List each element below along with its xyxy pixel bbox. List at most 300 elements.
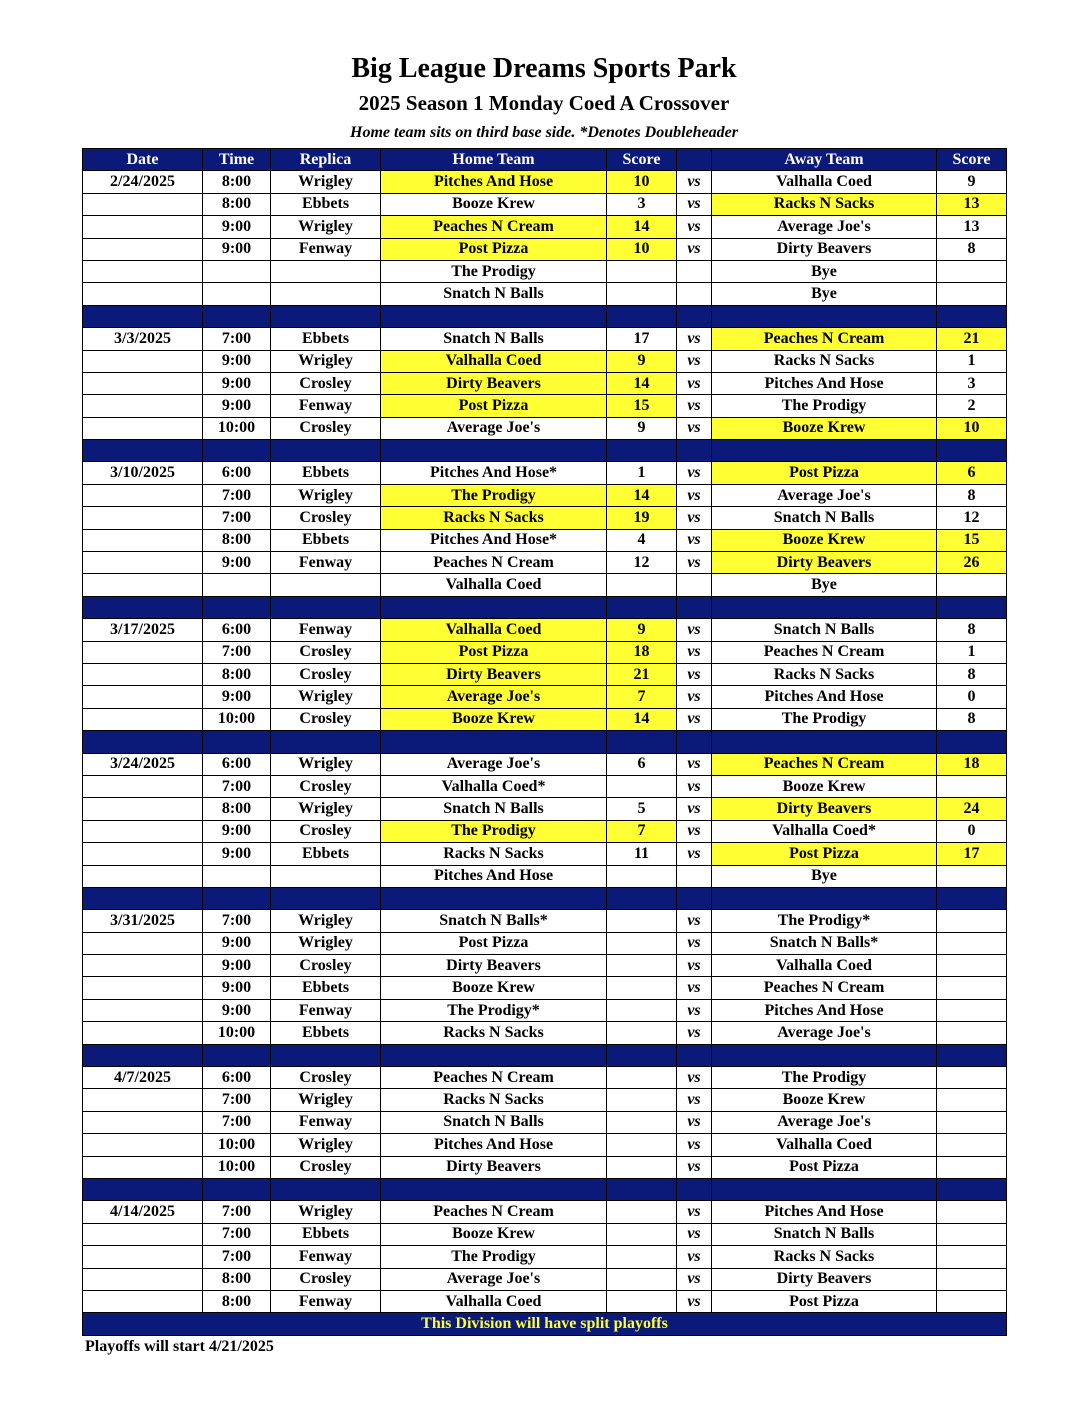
game-row <box>83 999 1007 1021</box>
home-score-cell <box>607 574 677 596</box>
date-cell <box>83 1134 203 1156</box>
replica-cell <box>271 574 381 596</box>
game-row <box>83 1067 1007 1089</box>
away-score-cell <box>937 775 1007 797</box>
footer-row <box>83 1313 1007 1335</box>
home-score-cell: 5 <box>607 798 677 820</box>
replica-cell: Crosley <box>271 507 381 529</box>
away-team-cell: Valhalla Coed* <box>712 820 937 842</box>
time-cell: 9:00 <box>203 372 271 394</box>
home-team-cell: Pitches And Hose* <box>381 529 607 551</box>
home-team-cell: Pitches And Hose <box>381 1134 607 1156</box>
date-cell: 3/10/2025 <box>83 462 203 484</box>
separator-cell <box>203 440 271 462</box>
home-team-cell: Average Joe's <box>381 686 607 708</box>
away-score-cell <box>937 1067 1007 1089</box>
vs-cell: vs <box>677 619 712 641</box>
away-score-cell: 1 <box>937 641 1007 663</box>
away-score-cell <box>937 1156 1007 1178</box>
separator-cell <box>203 596 271 618</box>
away-score-cell: 26 <box>937 552 1007 574</box>
separator-cell <box>271 305 381 327</box>
home-team-cell: Dirty Beavers <box>381 663 607 685</box>
home-score-cell <box>607 775 677 797</box>
date-cell <box>83 484 203 506</box>
time-cell: 7:00 <box>203 1223 271 1245</box>
home-team-cell: Post Pizza <box>381 641 607 663</box>
time-cell: 9:00 <box>203 820 271 842</box>
away-team-cell: Post Pizza <box>712 1290 937 1312</box>
away-team-cell: Dirty Beavers <box>712 238 937 260</box>
away-score-cell: 0 <box>937 820 1007 842</box>
replica-cell: Crosley <box>271 641 381 663</box>
separator-cell <box>83 1044 203 1066</box>
game-row <box>83 798 1007 820</box>
home-score-cell <box>607 932 677 954</box>
replica-cell: Crosley <box>271 663 381 685</box>
separator-cell <box>271 596 381 618</box>
time-cell: 8:00 <box>203 529 271 551</box>
game-row <box>83 216 1007 238</box>
game-row <box>83 775 1007 797</box>
replica-cell: Wrigley <box>271 932 381 954</box>
away-team-cell: Post Pizza <box>712 462 937 484</box>
home-score-cell <box>607 977 677 999</box>
separator-cell <box>712 887 937 909</box>
separator-cell <box>712 1044 937 1066</box>
separator-cell <box>83 731 203 753</box>
away-team-cell: Pitches And Hose <box>712 1201 937 1223</box>
away-score-cell: 8 <box>937 708 1007 730</box>
time-cell: 10:00 <box>203 1134 271 1156</box>
separator-cell <box>381 305 607 327</box>
away-team-cell: Post Pizza <box>712 1156 937 1178</box>
separator-cell <box>677 1044 712 1066</box>
away-score-cell <box>937 1134 1007 1156</box>
date-cell <box>83 932 203 954</box>
away-score-cell <box>937 283 1007 305</box>
away-team-cell: Valhalla Coed <box>712 955 937 977</box>
game-row <box>83 1134 1007 1156</box>
separator-cell <box>271 1044 381 1066</box>
vs-cell: vs <box>677 417 712 439</box>
home-score-cell: 9 <box>607 350 677 372</box>
table-header-row <box>83 149 1007 171</box>
vs-cell: vs <box>677 1290 712 1312</box>
replica-cell: Fenway <box>271 238 381 260</box>
date-cell <box>83 507 203 529</box>
separator-cell <box>937 305 1007 327</box>
home-team-cell: Valhalla Coed <box>381 350 607 372</box>
date-cell <box>83 641 203 663</box>
time-cell: 6:00 <box>203 753 271 775</box>
vs-cell <box>677 260 712 282</box>
date-cell <box>83 820 203 842</box>
home-score-cell <box>607 1268 677 1290</box>
game-row <box>83 395 1007 417</box>
vs-cell <box>677 283 712 305</box>
vs-cell: vs <box>677 507 712 529</box>
home-team-cell: Booze Krew <box>381 977 607 999</box>
home-score-cell: 21 <box>607 663 677 685</box>
game-row <box>83 193 1007 215</box>
away-score-cell: 21 <box>937 328 1007 350</box>
away-team-cell: Average Joe's <box>712 1022 937 1044</box>
date-cell: 3/31/2025 <box>83 910 203 932</box>
away-team-cell: Booze Krew <box>712 775 937 797</box>
away-score-cell <box>937 1201 1007 1223</box>
replica-cell: Fenway <box>271 1290 381 1312</box>
game-row <box>83 417 1007 439</box>
game-row <box>83 619 1007 641</box>
vs-cell: vs <box>677 216 712 238</box>
date-cell <box>83 1246 203 1268</box>
home-team-cell: Pitches And Hose <box>381 865 607 887</box>
separator-cell <box>271 887 381 909</box>
away-team-cell: Pitches And Hose <box>712 372 937 394</box>
separator-cell <box>937 1044 1007 1066</box>
col-header-time: Time <box>203 149 271 171</box>
date-cell: 3/24/2025 <box>83 753 203 775</box>
replica-cell: Crosley <box>271 417 381 439</box>
col-header-home-score: Score <box>607 149 677 171</box>
game-row <box>83 686 1007 708</box>
time-cell: 9:00 <box>203 552 271 574</box>
date-cell: 2/24/2025 <box>83 171 203 193</box>
week-separator-row <box>83 731 1007 753</box>
home-team-cell: Dirty Beavers <box>381 1156 607 1178</box>
time-cell <box>203 260 271 282</box>
separator-cell <box>712 596 937 618</box>
away-score-cell <box>937 1111 1007 1133</box>
date-cell <box>83 529 203 551</box>
game-row <box>83 1111 1007 1133</box>
away-score-cell: 13 <box>937 193 1007 215</box>
away-team-cell: Valhalla Coed <box>712 1134 937 1156</box>
away-score-cell <box>937 977 1007 999</box>
vs-cell: vs <box>677 193 712 215</box>
vs-cell: vs <box>677 1223 712 1245</box>
replica-cell: Ebbets <box>271 843 381 865</box>
away-team-cell: Average Joe's <box>712 484 937 506</box>
time-cell: 7:00 <box>203 484 271 506</box>
away-score-cell: 24 <box>937 798 1007 820</box>
away-team-cell: Snatch N Balls <box>712 619 937 641</box>
time-cell: 9:00 <box>203 977 271 999</box>
game-row <box>83 663 1007 685</box>
time-cell: 8:00 <box>203 798 271 820</box>
home-score-cell: 12 <box>607 552 677 574</box>
home-team-cell: Snatch N Balls* <box>381 910 607 932</box>
away-team-cell: The Prodigy* <box>712 910 937 932</box>
date-cell: 4/14/2025 <box>83 1201 203 1223</box>
game-row <box>83 552 1007 574</box>
separator-cell <box>83 887 203 909</box>
replica-cell: Wrigley <box>271 753 381 775</box>
page-subtitle: 2025 Season 1 Monday Coed A Crossover <box>358 91 730 115</box>
away-team-cell: Bye <box>712 260 937 282</box>
away-team-cell: The Prodigy <box>712 708 937 730</box>
replica-cell: Wrigley <box>271 910 381 932</box>
away-team-cell: Peaches N Cream <box>712 977 937 999</box>
time-cell: 9:00 <box>203 932 271 954</box>
vs-cell: vs <box>677 1022 712 1044</box>
separator-cell <box>712 731 937 753</box>
away-team-cell: Average Joe's <box>712 216 937 238</box>
date-cell <box>83 977 203 999</box>
separator-cell <box>712 440 937 462</box>
game-row <box>83 529 1007 551</box>
away-score-cell <box>937 1246 1007 1268</box>
away-score-cell <box>937 1290 1007 1312</box>
separator-cell <box>712 305 937 327</box>
replica-cell: Crosley <box>271 708 381 730</box>
date-cell <box>83 1268 203 1290</box>
date-cell: 3/17/2025 <box>83 619 203 641</box>
vs-cell: vs <box>677 641 712 663</box>
schedule-table <box>82 148 1007 1336</box>
date-cell <box>83 417 203 439</box>
game-row <box>83 574 1007 596</box>
home-score-cell: 6 <box>607 753 677 775</box>
time-cell: 7:00 <box>203 1111 271 1133</box>
home-score-cell <box>607 1201 677 1223</box>
home-score-cell: 14 <box>607 372 677 394</box>
replica-cell: Wrigley <box>271 798 381 820</box>
separator-cell <box>677 887 712 909</box>
away-team-cell: Booze Krew <box>712 417 937 439</box>
home-team-cell: Average Joe's <box>381 417 607 439</box>
separator-cell <box>381 887 607 909</box>
vs-cell: vs <box>677 372 712 394</box>
replica-cell: Fenway <box>271 552 381 574</box>
home-team-cell: Valhalla Coed <box>381 619 607 641</box>
away-score-cell: 9 <box>937 171 1007 193</box>
date-cell <box>83 955 203 977</box>
time-cell: 10:00 <box>203 417 271 439</box>
time-cell: 9:00 <box>203 686 271 708</box>
time-cell: 8:00 <box>203 171 271 193</box>
away-team-cell: Dirty Beavers <box>712 1268 937 1290</box>
away-score-cell <box>937 574 1007 596</box>
away-score-cell: 8 <box>937 484 1007 506</box>
away-score-cell: 17 <box>937 843 1007 865</box>
away-team-cell: Racks N Sacks <box>712 350 937 372</box>
replica-cell: Crosley <box>271 1067 381 1089</box>
date-cell <box>83 260 203 282</box>
away-score-cell: 12 <box>937 507 1007 529</box>
vs-cell: vs <box>677 1111 712 1133</box>
home-team-cell: Peaches N Cream <box>381 1067 607 1089</box>
playoffs-start-note: Playoffs will start 4/21/2025 <box>85 1338 274 1355</box>
replica-cell: Ebbets <box>271 1223 381 1245</box>
replica-cell <box>271 260 381 282</box>
separator-cell <box>937 596 1007 618</box>
separator-cell <box>381 440 607 462</box>
date-cell <box>83 798 203 820</box>
separator-cell <box>271 731 381 753</box>
time-cell: 10:00 <box>203 1156 271 1178</box>
separator-cell <box>203 731 271 753</box>
home-score-cell: 7 <box>607 820 677 842</box>
separator-cell <box>607 1178 677 1200</box>
time-cell: 10:00 <box>203 1022 271 1044</box>
game-row <box>83 955 1007 977</box>
home-score-cell: 9 <box>607 619 677 641</box>
home-team-cell: Post Pizza <box>381 932 607 954</box>
separator-cell <box>83 440 203 462</box>
time-cell: 7:00 <box>203 507 271 529</box>
replica-cell: Crosley <box>271 1268 381 1290</box>
replica-cell: Ebbets <box>271 1022 381 1044</box>
home-team-cell: Snatch N Balls <box>381 1111 607 1133</box>
vs-cell: vs <box>677 999 712 1021</box>
separator-cell <box>607 731 677 753</box>
separator-cell <box>203 305 271 327</box>
date-cell <box>83 1089 203 1111</box>
away-team-cell: Racks N Sacks <box>712 193 937 215</box>
time-cell <box>203 574 271 596</box>
home-score-cell <box>607 1111 677 1133</box>
date-cell <box>83 708 203 730</box>
home-team-cell: Snatch N Balls <box>381 283 607 305</box>
away-score-cell <box>937 955 1007 977</box>
game-row <box>83 507 1007 529</box>
home-score-cell: 11 <box>607 843 677 865</box>
vs-cell: vs <box>677 395 712 417</box>
vs-cell: vs <box>677 753 712 775</box>
away-team-cell: The Prodigy <box>712 395 937 417</box>
away-team-cell: Post Pizza <box>712 843 937 865</box>
week-separator-row <box>83 1178 1007 1200</box>
vs-cell: vs <box>677 686 712 708</box>
replica-cell: Wrigley <box>271 171 381 193</box>
away-score-cell: 8 <box>937 619 1007 641</box>
replica-cell: Fenway <box>271 395 381 417</box>
time-cell: 9:00 <box>203 238 271 260</box>
away-team-cell: Snatch N Balls <box>712 507 937 529</box>
away-team-cell: Snatch N Balls <box>712 1223 937 1245</box>
home-team-cell: Snatch N Balls <box>381 798 607 820</box>
date-cell: 4/7/2025 <box>83 1067 203 1089</box>
replica-cell: Ebbets <box>271 462 381 484</box>
time-cell: 6:00 <box>203 1067 271 1089</box>
game-row <box>83 1201 1007 1223</box>
game-row <box>83 462 1007 484</box>
home-team-cell: Peaches N Cream <box>381 216 607 238</box>
date-cell <box>83 663 203 685</box>
replica-cell: Ebbets <box>271 977 381 999</box>
replica-cell: Ebbets <box>271 193 381 215</box>
game-row <box>83 708 1007 730</box>
home-score-cell: 4 <box>607 529 677 551</box>
away-team-cell: Dirty Beavers <box>712 552 937 574</box>
home-score-cell <box>607 999 677 1021</box>
vs-cell: vs <box>677 1067 712 1089</box>
home-team-cell: Dirty Beavers <box>381 372 607 394</box>
col-header-date: Date <box>83 149 203 171</box>
vs-cell <box>677 574 712 596</box>
home-team-cell: Pitches And Hose* <box>381 462 607 484</box>
home-score-cell <box>607 1134 677 1156</box>
game-row <box>83 238 1007 260</box>
home-score-cell <box>607 1067 677 1089</box>
home-team-cell: Racks N Sacks <box>381 507 607 529</box>
separator-cell <box>607 1044 677 1066</box>
time-cell: 6:00 <box>203 462 271 484</box>
col-header-home-team: Home Team <box>381 149 607 171</box>
playoff-split-note: This Division will have split playoffs <box>83 1313 1007 1335</box>
vs-cell: vs <box>677 171 712 193</box>
time-cell: 7:00 <box>203 328 271 350</box>
vs-cell: vs <box>677 663 712 685</box>
separator-cell <box>937 887 1007 909</box>
away-team-cell: Peaches N Cream <box>712 328 937 350</box>
date-cell: 3/3/2025 <box>83 328 203 350</box>
away-score-cell <box>937 932 1007 954</box>
away-team-cell: Racks N Sacks <box>712 663 937 685</box>
separator-cell <box>937 731 1007 753</box>
time-cell: 6:00 <box>203 619 271 641</box>
vs-cell: vs <box>677 484 712 506</box>
time-cell: 8:00 <box>203 1290 271 1312</box>
away-score-cell: 15 <box>937 529 1007 551</box>
time-cell: 10:00 <box>203 708 271 730</box>
replica-cell: Fenway <box>271 1246 381 1268</box>
replica-cell: Wrigley <box>271 686 381 708</box>
page-title: Big League Dreams Sports Park <box>351 53 737 84</box>
home-team-cell: The Prodigy* <box>381 999 607 1021</box>
vs-cell: vs <box>677 529 712 551</box>
time-cell: 7:00 <box>203 1246 271 1268</box>
game-row <box>83 843 1007 865</box>
time-cell: 9:00 <box>203 955 271 977</box>
away-team-cell: Booze Krew <box>712 529 937 551</box>
vs-cell <box>677 865 712 887</box>
away-team-cell: The Prodigy <box>712 1067 937 1089</box>
home-team-cell: Valhalla Coed <box>381 574 607 596</box>
game-row <box>83 1268 1007 1290</box>
home-score-cell <box>607 283 677 305</box>
week-separator-row <box>83 305 1007 327</box>
game-row <box>83 350 1007 372</box>
replica-cell: Ebbets <box>271 529 381 551</box>
time-cell: 9:00 <box>203 843 271 865</box>
replica-cell: Wrigley <box>271 484 381 506</box>
home-score-cell <box>607 1156 677 1178</box>
game-row <box>83 1089 1007 1111</box>
home-score-cell: 18 <box>607 641 677 663</box>
game-row <box>83 932 1007 954</box>
replica-cell: Wrigley <box>271 216 381 238</box>
home-score-cell: 7 <box>607 686 677 708</box>
replica-cell: Crosley <box>271 372 381 394</box>
away-score-cell <box>937 1022 1007 1044</box>
away-score-cell <box>937 1089 1007 1111</box>
home-team-cell: Racks N Sacks <box>381 843 607 865</box>
separator-cell <box>607 596 677 618</box>
week-separator-row <box>83 440 1007 462</box>
game-row <box>83 865 1007 887</box>
date-cell <box>83 372 203 394</box>
vs-cell: vs <box>677 932 712 954</box>
replica-cell: Ebbets <box>271 328 381 350</box>
time-cell: 9:00 <box>203 395 271 417</box>
date-cell <box>83 216 203 238</box>
game-row <box>83 372 1007 394</box>
game-row <box>83 910 1007 932</box>
date-cell <box>83 686 203 708</box>
